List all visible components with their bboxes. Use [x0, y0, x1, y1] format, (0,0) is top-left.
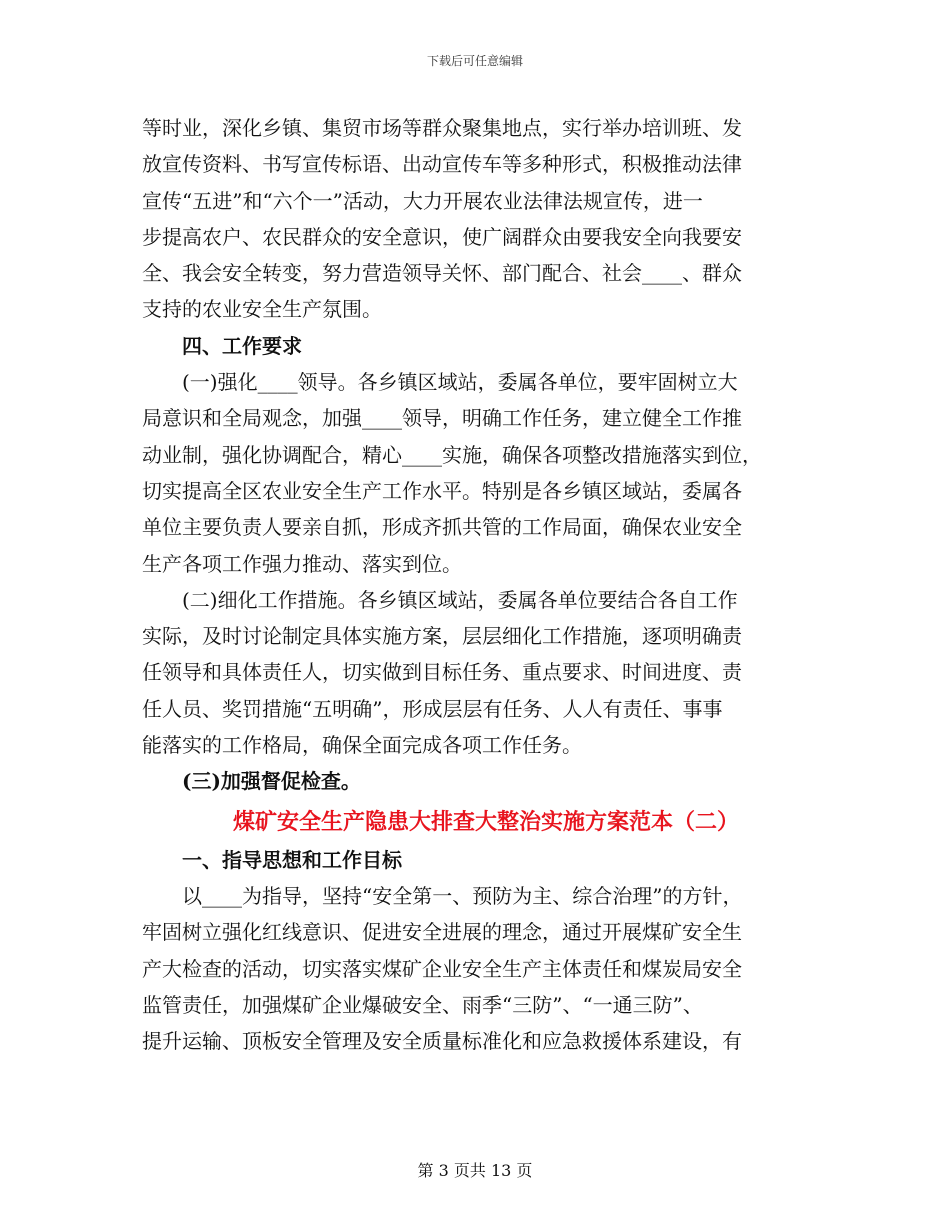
text-line: 放宣传资料、书写宣传标语、出动宣传车等多种形式，积极推动法律: [142, 152, 742, 177]
paragraph-publicity: [142, 110, 810, 328]
text-line: 牢固树立强化红线意识、促进安全进展的理念，通过开展煤矿安全生: [142, 920, 742, 945]
text-line: 产大检查的活动，切实落实煤矿企业安全生产主体责任和煤炭局安全: [142, 956, 742, 981]
text-line: 能落实的工作格局，确保全面完成各项工作任务。: [142, 733, 582, 758]
text-line: 全、我会安全转变，努力营造领导关怀、部门配合、社会____、群众: [142, 261, 742, 286]
text-line: 生产各项工作强力推动、落实到位。: [142, 551, 462, 576]
text-line: 步提高农户、农民群众的安全意识，使广阔群众由要我安全向我要安: [142, 224, 742, 249]
section-heading-guiding-ideology: 一、指导思想和工作目标: [182, 847, 402, 872]
text-line: 切实提高全区农业安全生产工作水平。特别是各乡镇区域站，委属各: [142, 478, 742, 503]
text-line: 单位主要负责人要亲自抓，形成齐抓共管的工作局面，确保农业安全: [142, 515, 742, 540]
text-line: 支持的农业安全生产氛围。: [142, 297, 382, 322]
text-line: 实际，及时讨论制定具体实施方案，层层细化工作措施，逐项明确责: [142, 624, 742, 649]
page-header: 下载后可任意编辑: [426, 54, 523, 68]
paragraph-strengthen-leadership: [142, 364, 810, 582]
text-line: (二)细化工作措施。各乡镇区域站，委属各单位要结合各自工作: [182, 587, 738, 612]
text-line: 以____为指导，坚持“安全第一、预防为主、综合治理”的方针，: [182, 883, 743, 908]
section-heading-work-requirements: 四、工作要求: [182, 333, 302, 358]
text-line: 监管责任，加强煤矿企业爆破安全、雨季“三防”、“一通三防”、: [142, 992, 703, 1017]
paragraph-guiding-ideology: [142, 878, 810, 1059]
document-title: 煤矿安全生产隐患大排查大整治实施方案范本（二）: [232, 808, 739, 835]
text-line: 任领导和具体责任人，切实做到目标任务、重点要求、时间进度、责: [142, 660, 742, 685]
paragraph-refine-measures: [142, 582, 810, 763]
section-heading-supervision: (三)加强督促检查。: [182, 769, 361, 794]
text-line: 等时业，深化乡镇、集贸市场等群众聚集地点，实行举办培训班、发: [142, 116, 742, 140]
text-line: 动业制，强化协调配合，精心____实施，确保各项整改措施落实到位，: [142, 442, 762, 467]
text-line: 宣传“五进”和“六个一”活动，大力开展农业法律法规宣传，进一: [142, 188, 703, 213]
text-line: 局意识和全局观念，加强____领导，明确工作任务，建立健全工作推: [142, 406, 742, 431]
text-line: 提升运输、顶板安全管理及安全质量标准化和应急救援体系建设，有: [142, 1029, 742, 1054]
page-footer: 第 3 页共 13 页: [417, 1161, 533, 1180]
text-line: 任人员、奖罚措施“五明确”，形成层层有任务、人人有责任、事事: [142, 696, 723, 721]
text-line: (一)强化____领导。各乡镇区域站，委属各单位，要牢固树立大: [182, 370, 738, 395]
document-body: [142, 110, 810, 1059]
